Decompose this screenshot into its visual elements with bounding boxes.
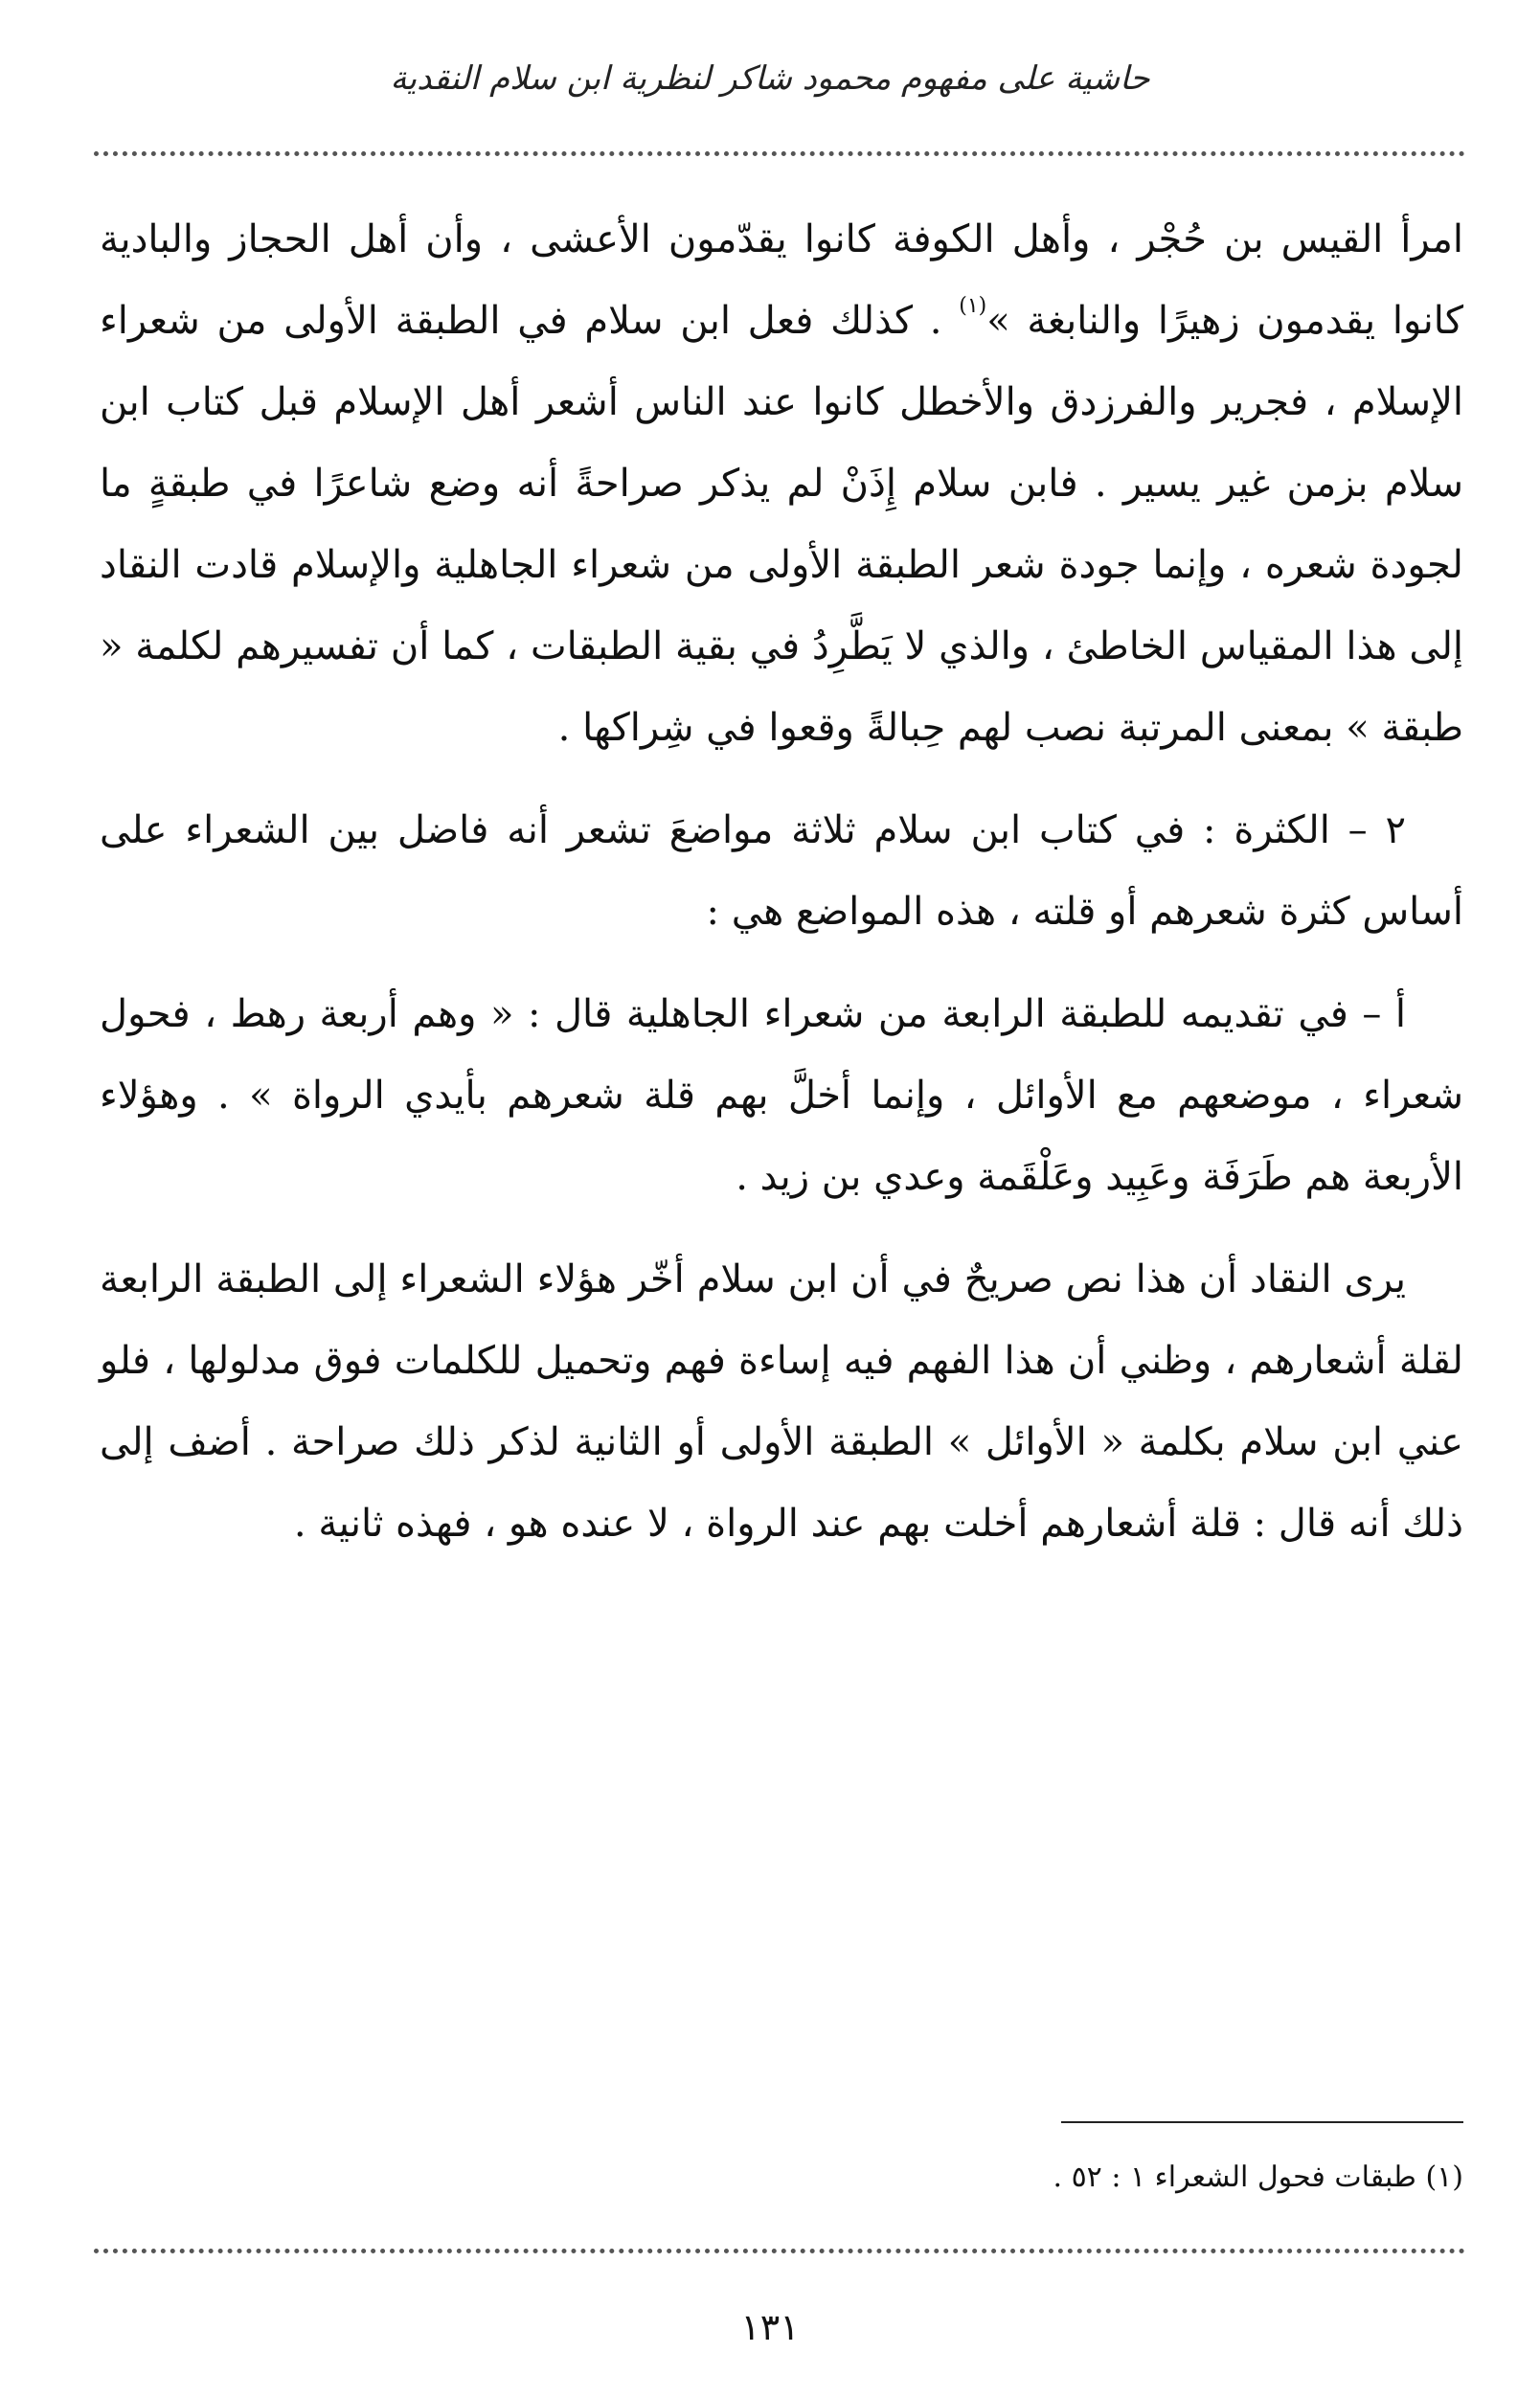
paragraph-4: يرى النقاد أن هذا نص صريحٌ في أن ابن سلام أخّر هؤلاء الشعراء إلى الطبقة الرابعة لقلة أشعارهم ، وظني أن هذا الفهم فيه إساءة فهم وتحميل للكلمات فوق مدلولها ، فلو عني ابن سلام بكلمة « الأوائل » الطبقة الأولى أو الثانية لذكر ذلك صراحة . أضف إلى ذلك أنه قال : قلة أشعارهم أخلت بهم عند الرواة ، لا عنده هو ، فهذه ثانية . xyxy=(100,1257,1463,1546)
paragraph-1 xyxy=(100,199,1463,769)
paragraph-3: أ – في تقديمه للطبقة الرابعة من شعراء الجاهلية قال : « وهم أربعة رهط ، فحول شعراء ، موضعهم مع الأوائل ، وإنما أخلَّ بهم قلة شعرهم بأيدي الرواة » . وهؤلاء الأربعة هم طَرَفَة وعَبِيد وعَلْقَمة وعدي بن زيد . xyxy=(100,992,1463,1199)
footnote-divider xyxy=(1061,2121,1463,2123)
paragraph-2: ٢ – الكثرة : في كتاب ابن سلام ثلاثة مواضعَ تشعر أنه فاضل بين الشعراء على أساس كثرة شعرهم أو قلته ، هذه المواضع هي : xyxy=(100,808,1463,934)
footnote-reference: (١) xyxy=(959,294,987,318)
body-text xyxy=(100,199,1463,1586)
footnote: (١) طبقات فحول الشعراء ١ : ٥٢ . xyxy=(1053,2160,1463,2194)
footer-divider xyxy=(94,2249,1465,2253)
running-header: حاشية على مفهوم محمود شاكر لنظرية ابن سلام النقدية xyxy=(390,59,1150,98)
paragraph-1-text-b: . كذلك فعل ابن سلام في الطبقة الأولى من شعراء الإسلام ، فجرير والفرزدق والأخطل كانوا عند الناس أشعر أهل الإسلام قبل كتاب ابن سلام بزمن غير يسير . فابن سلام إِذَنْ لم يذكر صراحةً أنه وضع شاعرًا في طبقةٍ ما لجودة شعره ، وإنما جودة شعر الطبقة الأولى من شعراء الجاهلية والإسلام قادت النقاد إلى هذا المقياس الخاطئ ، والذي لا يَطَّرِدُ في بقية الطبقات ، كما أن تفسيرهم لكلمة « طبقة » بمعنى المرتبة نصب لهم حِبالةً وقعوا في شِراكها . xyxy=(100,299,1463,750)
page-number: ١٣١ xyxy=(740,2306,800,2348)
paragraph-1-text-a: امرأ القيس بن حُجْر ، وأهل الكوفة كانوا يقدّمون الأعشى ، وأن أهل الحجاز والبادية كانوا يقدمون زهيرًا والنابغة » xyxy=(100,217,1463,343)
header-divider xyxy=(94,151,1465,156)
